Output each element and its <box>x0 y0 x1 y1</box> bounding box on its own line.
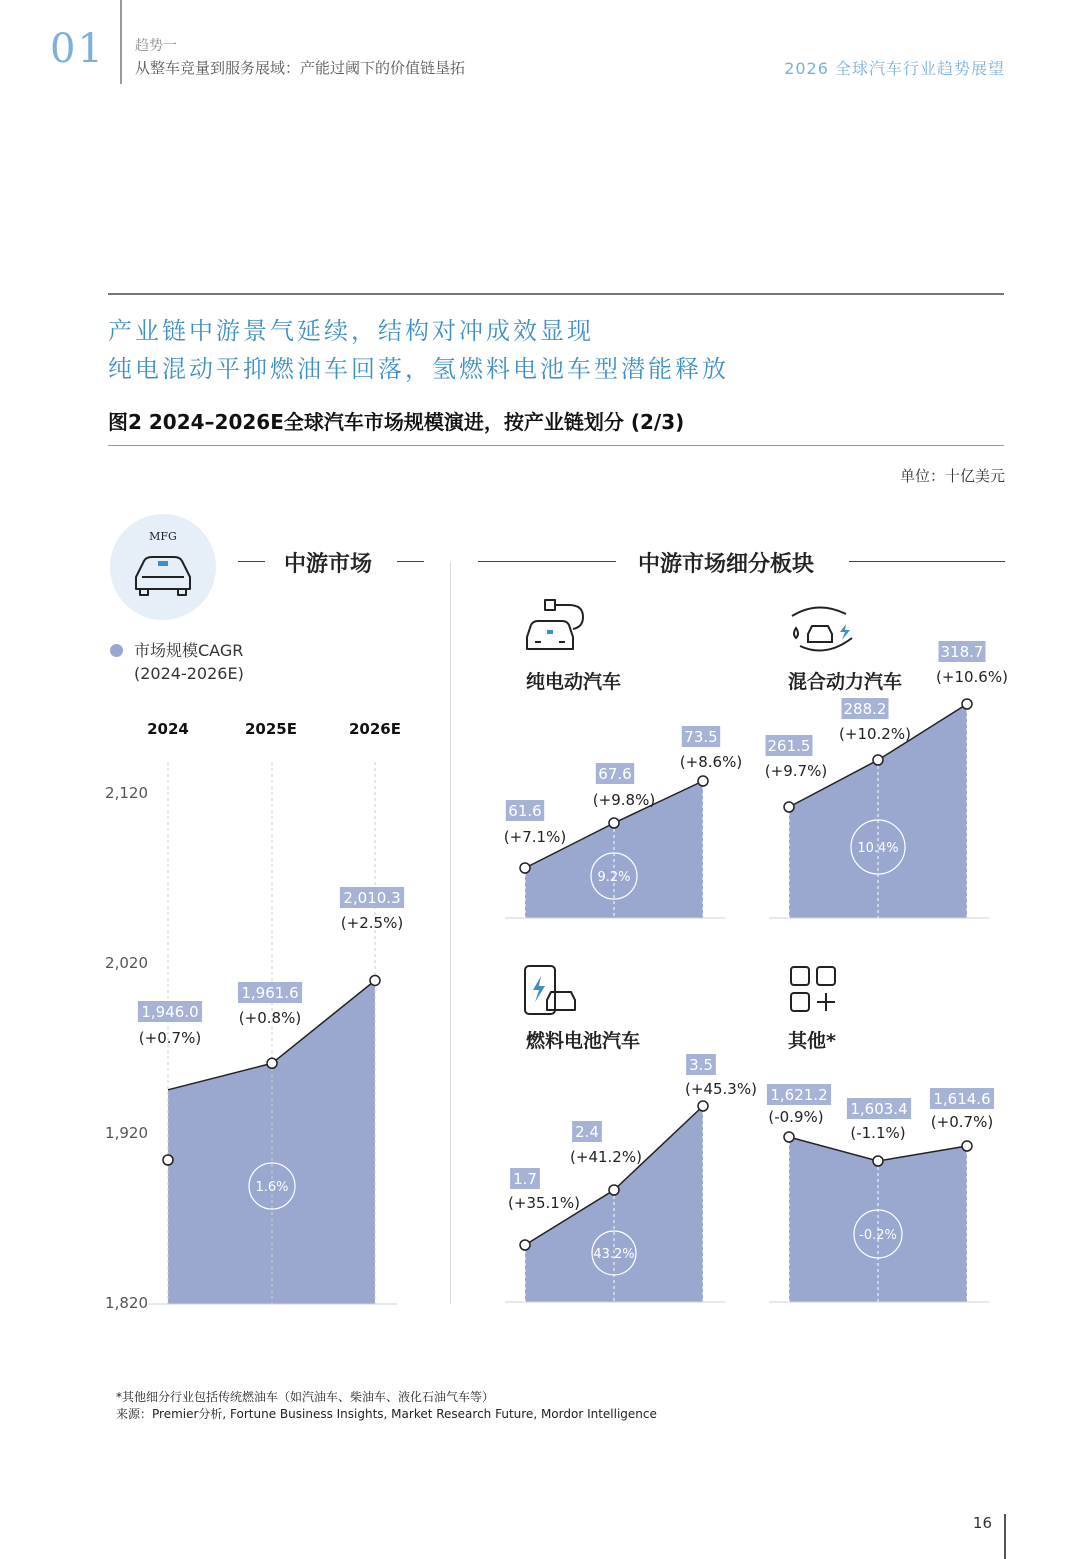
growth-label: (+0.8%) <box>238 1009 302 1027</box>
source-note: 来源：Premier分析, Fortune Business Insights, Market Research Future, Mordor Intelligence <box>116 1407 657 1421</box>
chapter-tag: 趋势一 <box>135 38 177 54</box>
value-label: 1,603.4 <box>850 1100 908 1118</box>
value-label: 318.7 <box>940 643 984 661</box>
value-label: 73.5 <box>684 728 718 746</box>
headline-2: 纯电混动平抑燃油车回落，氢燃料电池车型潜能释放 <box>108 355 729 383</box>
unit-label: 单位：十亿美元 <box>899 467 1005 485</box>
data-point <box>609 818 619 828</box>
data-point <box>370 975 380 985</box>
left-section-title: 中游市场 <box>284 552 373 577</box>
data-point <box>520 1240 530 1250</box>
page-number: 16 <box>972 1514 992 1532</box>
panel-title-hev: 混合动力汽车 <box>788 671 903 693</box>
mfg-label: MFG <box>149 530 177 543</box>
data-point <box>962 1141 972 1151</box>
headline-1: 产业链中游景气延续，结构对冲成效显现 <box>108 317 594 345</box>
data-point <box>784 802 794 812</box>
value-label: 1,946.0 <box>141 1003 199 1021</box>
footnote: *其他细分行业包括传统燃油车（如汽油车、柴油车、液化石油气车等） <box>116 1390 495 1404</box>
right-section-title: 中游市场细分板块 <box>638 552 815 577</box>
panel-title-other: 其他* <box>788 1030 836 1052</box>
growth-label: (+45.3%) <box>685 1080 757 1098</box>
cagr-label: 1.6% <box>255 1180 289 1195</box>
legend-period: (2024-2026E) <box>134 664 244 683</box>
year-header: 2025E <box>245 720 297 738</box>
value-label: 1,614.6 <box>933 1090 991 1108</box>
growth-label: (+35.1%) <box>508 1194 580 1212</box>
growth-label: (+41.2%) <box>570 1148 642 1166</box>
panel-title-bev: 纯电动汽车 <box>526 671 622 693</box>
growth-label: (-1.1%) <box>850 1124 906 1142</box>
value-label: 288.2 <box>843 700 887 718</box>
chapter-number: 01 <box>50 26 105 72</box>
cagr-label: 9.2% <box>597 870 631 885</box>
year-header: 2024 <box>147 720 189 738</box>
page-bar <box>1004 1514 1006 1559</box>
growth-label: (+10.6%) <box>936 668 1008 686</box>
data-point <box>784 1132 794 1142</box>
growth-label: (+9.8%) <box>592 791 656 809</box>
growth-label: (+7.1%) <box>503 828 567 846</box>
value-label: 1,961.6 <box>241 984 299 1002</box>
growth-label: (+0.7%) <box>138 1029 202 1047</box>
data-point <box>267 1058 277 1068</box>
data-point <box>698 776 708 786</box>
panel-title-fcev: 燃料电池汽车 <box>526 1030 641 1052</box>
year-header: 2026E <box>349 720 401 738</box>
value-label: 67.6 <box>598 765 632 783</box>
value-label: 261.5 <box>767 737 811 755</box>
cagr-label: 10.4% <box>857 841 899 856</box>
y-tick-label: 2,020 <box>105 954 148 972</box>
legend-label: 市场规模CAGR <box>134 641 244 660</box>
y-tick-label: 2,120 <box>105 784 148 802</box>
cagr-label: -0.2% <box>859 1228 897 1243</box>
growth-label: (-0.9%) <box>768 1108 824 1126</box>
figure-title: 图2 2024–2026E全球汽车市场规模演进，按产业链划分 (2/3) <box>108 410 685 434</box>
value-label: 1.7 <box>513 1170 537 1188</box>
growth-label: (+10.2%) <box>839 725 911 743</box>
growth-label: (+2.5%) <box>340 914 404 932</box>
value-label: 61.6 <box>508 802 542 820</box>
data-point <box>698 1101 708 1111</box>
data-point <box>873 1156 883 1166</box>
cagr-label: 43.2% <box>593 1247 635 1262</box>
data-point <box>520 863 530 873</box>
chapter-subtitle: 从整车竞量到服务展域：产能过阈下的价值链垦拓 <box>135 59 466 77</box>
value-label: 2.4 <box>575 1123 599 1141</box>
value-label: 3.5 <box>689 1056 713 1074</box>
growth-label: (+9.7%) <box>764 762 828 780</box>
data-point <box>163 1155 173 1165</box>
value-label: 1,621.2 <box>770 1086 828 1104</box>
y-tick-label: 1,920 <box>105 1124 148 1142</box>
y-tick-label: 1,820 <box>105 1294 148 1312</box>
report-title: 2026 全球汽车行业趋势展望 <box>784 59 1005 78</box>
data-point <box>962 699 972 709</box>
value-label: 2,010.3 <box>343 889 401 907</box>
growth-label: (+8.6%) <box>679 753 743 771</box>
data-point <box>609 1185 619 1195</box>
data-point <box>873 755 883 765</box>
growth-label: (+0.7%) <box>930 1113 994 1131</box>
